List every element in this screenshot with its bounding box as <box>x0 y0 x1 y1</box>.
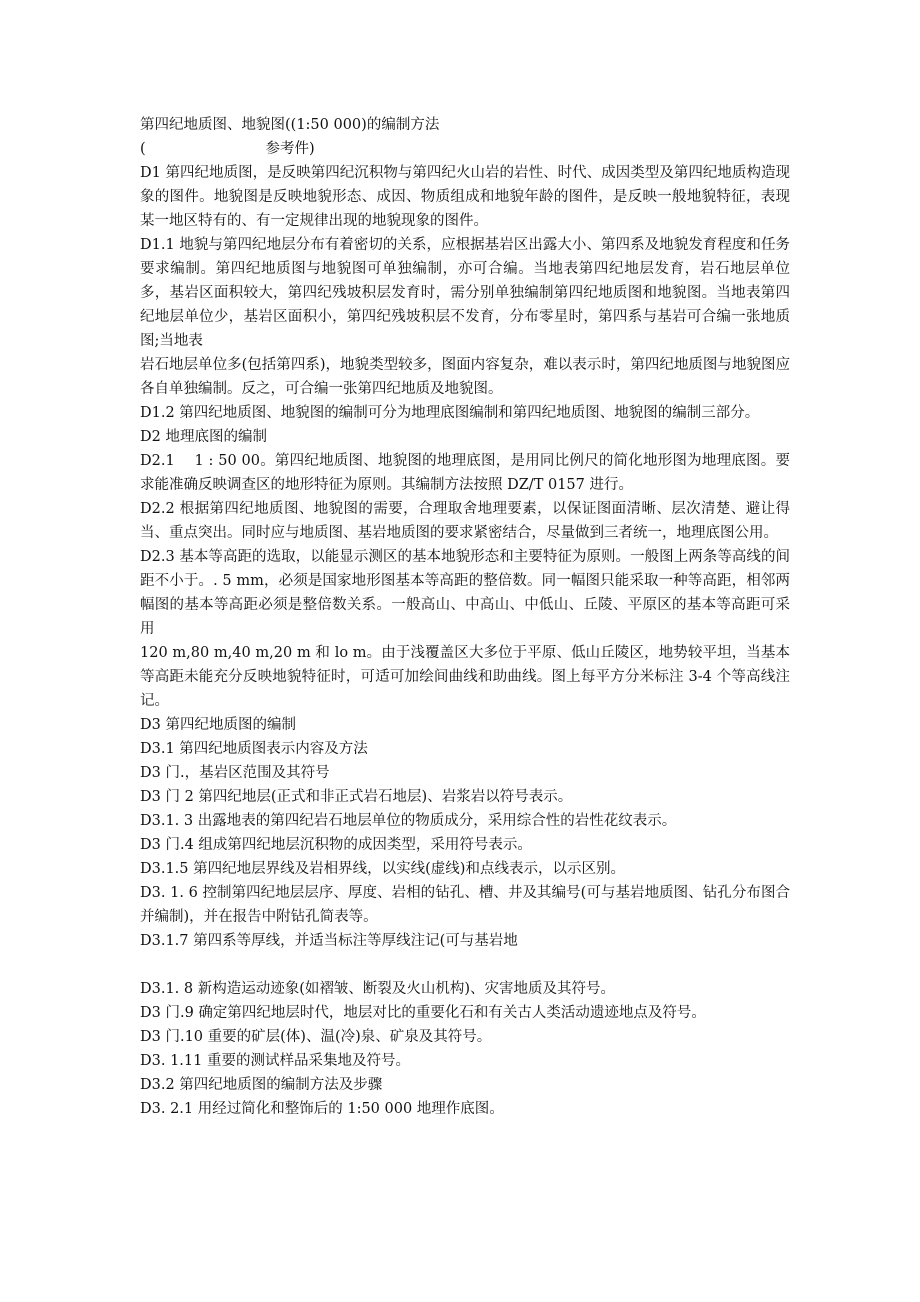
section-heading: D3 第四纪地质图的编制 <box>140 717 296 733</box>
list-item: D3.1. 8 新构造运动迹象(如褶皱、断裂及火山机构)、灾害地质及其符号。 <box>140 981 616 997</box>
document-title: 第四纪地质图、地貌图((1:50 000)的编制方法 <box>140 117 440 133</box>
list-item: D3.1.7 第四系等厚线，并适当标注等厚线注记(可与基岩地 <box>140 933 518 949</box>
paragraph: 岩石地层单位多(包括第四系)，地貌类型较多，图面内容复杂，难以表示时，第四纪地质图与地貌图应各自单独编制。反之，可合编一张第四纪地质及地貌图。 <box>140 357 790 397</box>
paragraph: D2.1 1 : 50 00。第四纪地质图、地貌图的地理底图，是用同比例尺的简化地形图为地理底图。要求能准确反映调查区的地形特征为原则。其编制方法按照 DZ/T 0157 进行。 <box>140 453 790 493</box>
paragraph: 120 m,80 m,40 m,20 m 和 lo m。由于浅覆盖区大多位于平原、低山丘陵区，地势较平坦，当基本等高距未能充分反映地貌特征时，可适可加绘间曲线和助曲线。图上每平方分米标注 3-4 个等高线注记。 <box>140 645 790 709</box>
list-item: D3 门.，基岩区范围及其符号 <box>140 765 330 781</box>
paragraph: D1.1 地貌与第四纪地层分布有着密切的关系，应根据基岩区出露大小、第四系及地貌发育程度和任务要求编制。第四纪地质图与地貌图可单独编制，亦可合编。当地表第四纪地层发育，岩石地层单位多，基岩区面积较大，第四纪残坡积层发育时，需分别单独编制第四纪地质图和地貌图。当地表第四纪地层单位少，基岩区面积小，第四纪残坡积层不发育，分布零星时，第四系与基岩可合编一张地质图;当地表 <box>140 237 790 349</box>
list-item: D3. 2.1 用经过简化和整饰后的 1:50 000 地理作底图。 <box>140 1101 504 1117</box>
paragraph: D1 第四纪地质图，是反映第四纪沉积物与第四纪火山岩的岩性、时代、成因类型及第四纪地质构造现象的图件。地貌图是反映地貌形态、成因、物质组成和地貌年龄的图件，是反映一般地貌特征，表现某一地区特有的、有一定规律出现的地貌现象的图件。 <box>140 165 790 229</box>
paragraph: D1.2 第四纪地质图、地貌图的编制可分为地理底图编制和第四纪地质图、地貌图的编制三部分。 <box>140 405 760 421</box>
list-item: D3 门.10 重要的矿层(体)、温(冷)泉、矿泉及其符号。 <box>140 1029 492 1045</box>
list-item: D3. 1.11 重要的测试样品采集地及符号。 <box>140 1053 410 1069</box>
list-item: D3.1. 3 出露地表的第四纪岩石地层单位的物质成分，采用综合性的岩性花纹表示。 <box>140 813 677 829</box>
list-item: D3. 1. 6 控制第四纪地层层序、厚度、岩相的钻孔、槽、井及其编号(可与基岩地质图、钻孔分布图合并编制)，并在报告中附钻孔简表等。 <box>140 885 790 925</box>
paragraph: D2.2 根据第四纪地质图、地貌图的需要，合理取舍地理要素，以保证图面清晰、层次清楚、避让得当、重点突出。同时应与地质图、基岩地质图的要求紧密结合，尽量做到三者统一，地理底图公用。 <box>140 501 790 541</box>
list-item: D3.1.5 第四纪地层界线及岩相界线，以实线(虚线)和点线表示，以示区别。 <box>140 861 625 877</box>
document-subtitle: ( 参考件) <box>140 141 315 157</box>
blank-line <box>140 953 790 977</box>
list-item: D3 门.9 确定第四纪地层时代，地层对比的重要化石和有关古人类活动遗迹地点及符号。 <box>140 1005 706 1021</box>
list-item: D3 门.4 组成第四纪地层沉积物的成因类型，采用符号表示。 <box>140 837 532 853</box>
subsection-heading: D3.1 第四纪地质图表示内容及方法 <box>140 741 368 757</box>
document-page <box>140 113 790 1121</box>
paragraph: D2.3 基本等高距的选取，以能显示测区的基本地貌形态和主要特征为原则。一般图上两条等高线的间距不小于。. 5 mm，必须是国家地形图基本等高距的整倍数。同一幅图只能采取一种等高距，相邻两幅图的基本等高距必须是整倍数关系。一般高山、中高山、中低山、丘陵、平原区的基本等高距可采用 <box>140 549 790 637</box>
list-item: D3 门 2 第四纪地层(正式和非正式岩石地层)、岩浆岩以符号表示。 <box>140 789 573 805</box>
subsection-heading: D3.2 第四纪地质图的编制方法及步骤 <box>140 1077 383 1093</box>
section-heading: D2 地理底图的编制 <box>140 429 267 445</box>
